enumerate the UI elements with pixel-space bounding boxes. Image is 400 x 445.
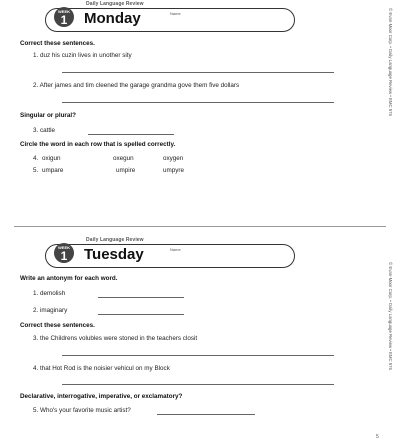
tuesday-item-3: 3. the Childrens volubles were stoned in the teachers closit	[33, 335, 198, 342]
tuesday-section-declarative-heading: Declarative, interrogative, imperative, or exclamatory?	[20, 393, 183, 400]
monday-copyright-side-text: © Evan-Moor Corp. • Daily Language Review • EMC 576	[388, 8, 393, 116]
monday-choice-5c[interactable]: umpyre	[163, 167, 184, 174]
monday-section-correct-heading: Correct these sentences.	[20, 40, 95, 47]
week-number: 1	[60, 249, 68, 263]
monday-name-label: Name	[170, 11, 181, 16]
monday-choice-5b[interactable]: umpire	[116, 167, 136, 174]
tuesday-item-1: 1. demolish	[33, 290, 66, 297]
tuesday-answer-line-2[interactable]	[98, 314, 184, 315]
tuesday-answer-line-1[interactable]	[98, 297, 184, 298]
tuesday-answer-line-3[interactable]	[62, 355, 334, 356]
tuesday-day-title: Tuesday	[84, 246, 144, 263]
tuesday-answer-line-5[interactable]	[157, 414, 255, 415]
monday-choice-4c[interactable]: oxygen	[163, 155, 184, 162]
tuesday-header-label: Daily Language Review	[86, 237, 144, 243]
monday-section-singular-heading: Singular or plural?	[20, 112, 76, 119]
monday-answer-line-2[interactable]	[62, 102, 334, 103]
tuesday-item-5: 5. Who's your favorite music artist?	[33, 407, 131, 414]
tuesday-copyright-side-text: © Evan-Moor Corp. • Daily Language Review • EMC 576	[388, 262, 393, 370]
monday-header-label: Daily Language Review	[86, 1, 144, 7]
week-label: WEEK	[58, 245, 70, 250]
week-number: 1	[60, 13, 68, 27]
tuesday-name-label: Name	[170, 247, 181, 252]
tuesday-answer-line-4[interactable]	[62, 384, 334, 385]
monday-day-title: Monday	[84, 10, 141, 27]
monday-answer-line-1[interactable]	[62, 72, 334, 73]
monday-answer-line-3[interactable]	[88, 134, 174, 135]
tuesday-item-2: 2. imaginary	[33, 307, 68, 314]
tuesday-item-4: 4. that Hot Rod is the noisier vehicul on my Block	[33, 365, 170, 372]
monday-item-2: 2. After james and tim cleened the garage grandma gove them five dollars	[33, 82, 240, 89]
monday-choice-4a[interactable]: oxigun	[42, 155, 61, 162]
monday-section-circle-heading: Circle the word in each row that is spelled correctly.	[20, 141, 176, 148]
monday-row-5-number: 5.	[33, 167, 39, 174]
monday-choice-5a[interactable]: umpare	[42, 167, 64, 174]
page-number: 5	[376, 434, 379, 440]
monday-week-badge	[54, 7, 74, 27]
week-label: WEEK	[58, 9, 70, 14]
monday-row-4-number: 4.	[33, 155, 39, 162]
monday-item-1: 1. duz his cuzin lives in unother sity	[33, 52, 132, 59]
tuesday-week-badge	[54, 243, 74, 263]
tuesday-section-antonym-heading: Write an antonym for each word.	[20, 275, 118, 282]
monday-item-3: 3. cattle	[33, 127, 56, 134]
monday-choice-4b[interactable]: oxegun	[113, 155, 134, 162]
page-divider	[14, 226, 386, 227]
tuesday-section-correct-heading: Correct these sentences.	[20, 322, 95, 329]
